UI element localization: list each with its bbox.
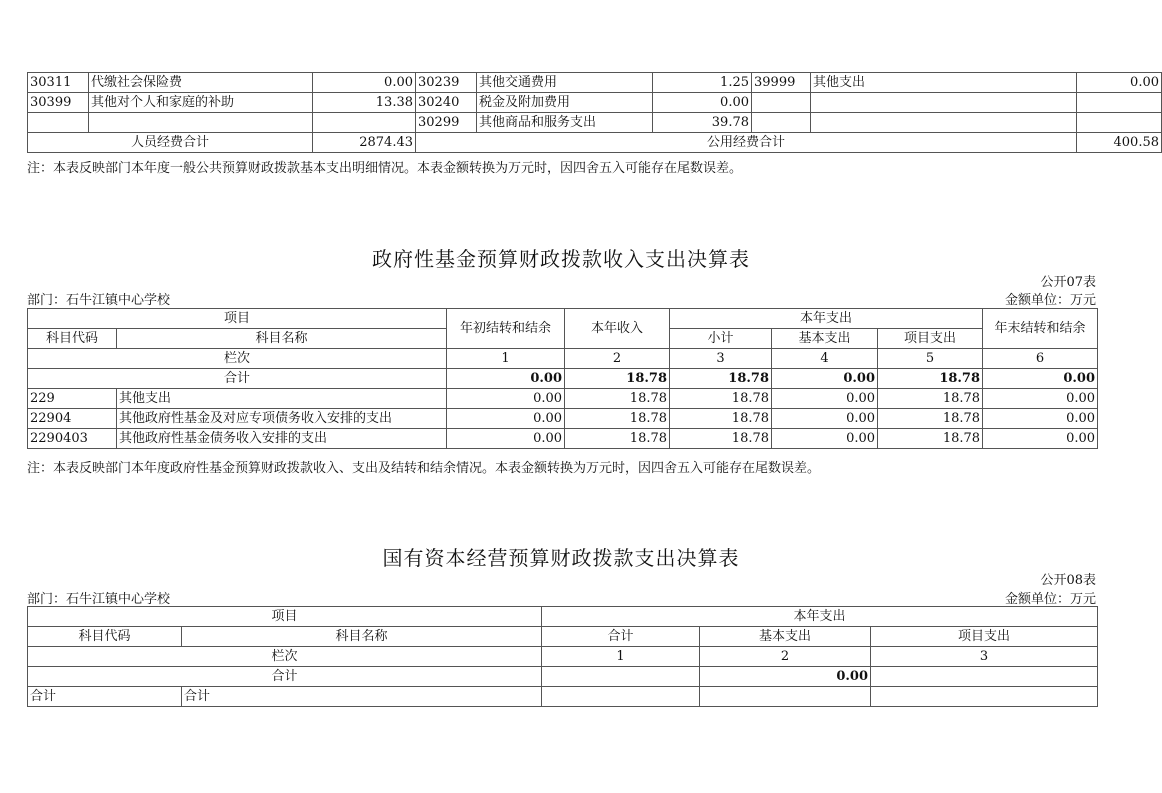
header-row [28,607,1098,627]
name-cell: 其他对个人和家庭的补助 [89,93,313,113]
value-cell: 18.78 [670,389,772,409]
table-note: 注：本表反映部门本年度政府性基金预算财政拨款收入、支出及结转和结余情况。本表金额转换为万元时，因四舍五入可能存在尾数误差。 [27,461,821,476]
column-label: 栏次 [28,349,447,369]
name-cell: 其他交通费用 [477,73,653,93]
state-capital-table [27,606,1098,707]
name-cell: 其他商品和服务支出 [477,113,653,133]
column-number-row [28,349,1098,369]
table-row [28,409,1098,429]
total-value: 0.00 [772,369,878,389]
code-cell: 30399 [28,93,89,113]
column-number: 4 [772,349,878,369]
value-cell: 0.00 [447,389,565,409]
column-number: 1 [447,349,565,369]
name-cell: 其他政府性基金债务收入安排的支出 [117,429,447,449]
name-cell: 合计 [182,687,542,707]
total-label: 合计 [28,667,542,687]
table-code: 公开07表 [1040,275,1096,290]
code-cell: 22904 [28,409,117,429]
table-row [28,93,1162,113]
value-cell [1077,113,1162,133]
value-cell: 18.78 [565,429,670,449]
total-value: 0.00 [700,667,871,687]
code-cell: 30239 [416,73,477,93]
column-number: 6 [983,349,1098,369]
column-number: 1 [542,647,700,667]
table-row [28,429,1098,449]
personnel-total-label: 人员经费合计 [28,133,313,153]
value-cell: 18.78 [878,409,983,429]
value-cell [871,687,1098,707]
value-cell: 18.78 [670,409,772,429]
header-basic: 基本支出 [772,329,878,349]
value-cell: 18.78 [878,429,983,449]
value-cell [313,113,416,133]
page-title: 国有资本经营预算财政拨款支出决算表 [382,546,740,570]
column-number: 3 [871,647,1098,667]
header-income: 本年收入 [565,309,670,349]
value-cell: 0.00 [447,429,565,449]
code-cell: 30299 [416,113,477,133]
value-cell [700,687,871,707]
code-cell: 39999 [752,73,811,93]
total-row [28,369,1098,389]
total-value [542,667,700,687]
header-project: 项目支出 [871,627,1098,647]
table-row [28,73,1162,93]
unit-label: 金额单位：万元 [1004,293,1096,308]
public-total-label: 公用经费合计 [416,133,1077,153]
value-cell: 18.78 [878,389,983,409]
totals-row [28,133,1162,153]
table-code: 公开08表 [1040,573,1096,588]
name-cell: 税金及附加费用 [477,93,653,113]
value-cell: 0.00 [447,409,565,429]
name-cell: 其他支出 [117,389,447,409]
total-value: 18.78 [878,369,983,389]
code-cell: 合计 [28,687,182,707]
value-cell: 0.00 [1077,73,1162,93]
name-cell: 代缴社会保险费 [89,73,313,93]
total-row [28,667,1098,687]
value-cell: 0.00 [983,429,1098,449]
value-cell: 18.78 [565,389,670,409]
header-subtotal: 小计 [670,329,772,349]
name-cell [811,113,1077,133]
department-label: 部门：石牛江镇中心学校 [27,592,171,607]
header-item: 项目 [28,607,542,627]
header-item: 项目 [28,309,447,329]
header-name: 科目名称 [117,329,447,349]
total-value: 0.00 [983,369,1098,389]
table-note: 注：本表反映部门本年度一般公共预算财政拨款基本支出明细情况。本表金额转换为万元时，因四舍五入可能存在尾数误差。 [27,161,743,176]
code-cell [28,113,89,133]
value-cell: 13.38 [313,93,416,113]
unit-label: 金额单位：万元 [1004,592,1096,607]
table-row [28,389,1098,409]
value-cell: 18.78 [670,429,772,449]
name-cell: 其他支出 [811,73,1077,93]
total-label: 合计 [28,369,447,389]
header-begin-balance: 年初结转和结余 [447,309,565,349]
header-total: 合计 [542,627,700,647]
header-code: 科目代码 [28,329,117,349]
header-name: 科目名称 [182,627,542,647]
value-cell: 0.00 [653,93,752,113]
value-cell: 0.00 [983,409,1098,429]
header-expense: 本年支出 [670,309,983,329]
name-cell [811,93,1077,113]
code-cell [752,93,811,113]
header-expense: 本年支出 [542,607,1098,627]
value-cell: 0.00 [772,409,878,429]
header-basic: 基本支出 [700,627,871,647]
value-cell [1077,93,1162,113]
basic-expense-detail-table [27,72,1162,153]
column-label: 栏次 [28,647,542,667]
column-number: 5 [878,349,983,369]
value-cell: 0.00 [772,389,878,409]
column-number: 2 [700,647,871,667]
public-total-value: 400.58 [1077,133,1162,153]
column-number: 3 [670,349,772,369]
value-cell: 1.25 [653,73,752,93]
name-cell [89,113,313,133]
total-value: 18.78 [670,369,772,389]
value-cell: 0.00 [313,73,416,93]
page-title: 政府性基金预算财政拨款收入支出决算表 [372,247,750,271]
column-number-row [28,647,1098,667]
personnel-total-value: 2874.43 [313,133,416,153]
name-cell: 其他政府性基金及对应专项债务收入安排的支出 [117,409,447,429]
value-cell: 0.00 [983,389,1098,409]
value-cell: 39.78 [653,113,752,133]
total-value: 0.00 [447,369,565,389]
code-cell [752,113,811,133]
gov-fund-table [27,308,1098,449]
header-row [28,309,1098,329]
code-cell: 229 [28,389,117,409]
header-code: 科目代码 [28,627,182,647]
total-value: 18.78 [565,369,670,389]
code-cell: 30240 [416,93,477,113]
header-project: 项目支出 [878,329,983,349]
table-row [28,687,1098,707]
header-row [28,627,1098,647]
total-value [871,667,1098,687]
department-label: 部门：石牛江镇中心学校 [27,293,171,308]
table-row [28,113,1162,133]
column-number: 2 [565,349,670,369]
header-end-balance: 年末结转和结余 [983,309,1098,349]
code-cell: 2290403 [28,429,117,449]
code-cell: 30311 [28,73,89,93]
value-cell: 0.00 [772,429,878,449]
value-cell: 18.78 [565,409,670,429]
value-cell [542,687,700,707]
